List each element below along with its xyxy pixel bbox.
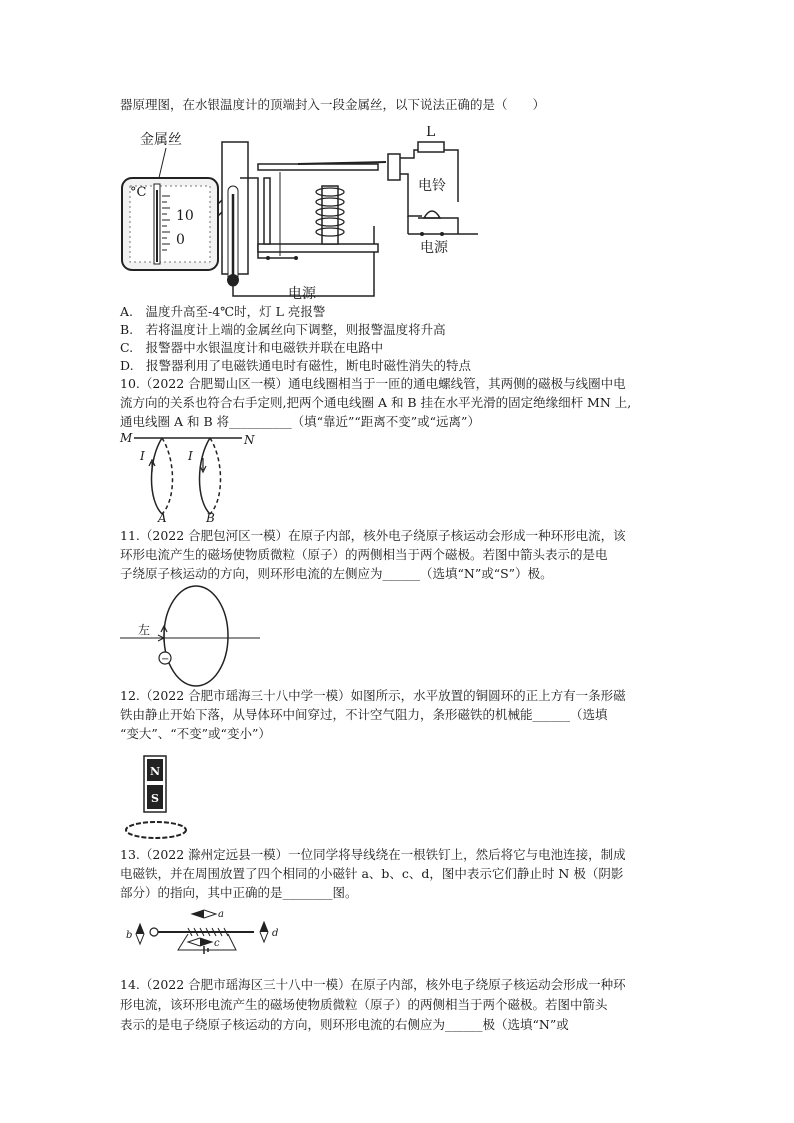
q12-line-2: 铁由静止开始下落，从导体环中间穿过，不计空气阻力，条形磁铁的机械能______（选填 — [120, 707, 608, 722]
q13-line-1: 13.（2022 滁州定远县一模）一位同学将导线绕在一根铁钉上，然后将它与电池连接，制成 — [120, 847, 626, 862]
q10-label-a: A — [158, 511, 167, 525]
q13-figure-electromagnet-compasses — [118, 904, 288, 964]
q13-label-d: d — [272, 928, 279, 939]
q10-label-b: B — [206, 511, 215, 525]
q10-label-i-b: I — [188, 449, 193, 463]
q10-label-m: M — [120, 431, 133, 445]
q11-line-1: 11.（2022 合肥包河区一模）在原子内部，核外电子绕原子核运动会形成一种环形电流，该 — [120, 528, 626, 543]
q12-label-n: N — [150, 765, 161, 778]
q9-intro: 器原理图，在水银温度计的顶端封入一段金属丝，以下说法正确的是（ ） — [120, 97, 546, 112]
q11-figure-atom-ring — [118, 584, 268, 694]
q14-line-1: 14.（2022 合肥市瑶海区三十八中一模）在原子内部，核外电子绕原子核运动会形成一种环 — [120, 977, 626, 992]
q11-line-3: 子绕原子核运动的方向，则环形电流的左侧应为______（选填“N”或“S”）极。 — [120, 566, 553, 581]
q13-label-a: a — [218, 909, 224, 920]
q12-label-s: S — [151, 792, 159, 805]
q11-label-electron: − — [161, 654, 170, 665]
q11-line-2: 环形电流产生的磁场使物质微粒（原子）的两侧相当于两个磁极。若图中箭头表示的是电 — [120, 547, 608, 562]
q9-label-power-bottom: 电源 — [288, 286, 316, 302]
q13-line-2: 电磁铁，并在周围放置了四个相同的小磁针 a、b、c、d，图中表示它们静止时 N 极（阴影 — [120, 866, 624, 881]
q9-option-a: A. 温度升高至-4℃时，灯 L 亮报警 — [120, 304, 326, 319]
q9-label-lamp: L — [426, 126, 436, 140]
q13-label-c: c — [214, 938, 220, 949]
q10-figure-coils — [118, 430, 268, 525]
q13-label-b: b — [126, 930, 133, 941]
q14-line-2: 形电流，该环形电流产生的磁场使物质微粒（原子）的两侧相当于两个磁极。若图中箭头 — [120, 997, 608, 1012]
q9-label-0: 0 — [176, 232, 185, 248]
q13-line-3: 部分）的指向，其中正确的是________图。 — [120, 885, 358, 900]
q9-label-10: 10 — [176, 208, 194, 224]
q9-option-c: C. 报警器中水银温度计和电磁铁并联在电路中 — [120, 340, 384, 355]
q12-figure-magnet-ring — [118, 752, 218, 844]
q10-line-3: 通电线圈 A 和 B 将__________（填“靠近”“距离不变”或“远离”） — [120, 414, 480, 429]
q12-line-3: “变大”、“不变”或“变小”） — [120, 726, 271, 741]
q10-label-n: N — [244, 433, 255, 447]
q9-option-b: B. 若将温度计上端的金属丝向下调整，则报警温度将升高 — [120, 322, 446, 337]
q10-label-i-a: I — [140, 449, 145, 463]
q9-option-d: D. 报警器利用了电磁铁通电时有磁性，断电时磁性消失的特点 — [120, 358, 472, 373]
q9-label-bell: 电铃 — [418, 178, 446, 194]
q9-figure-alarm-circuit — [118, 126, 488, 302]
q11-label-left: 左 — [138, 623, 151, 637]
q12-line-1: 12.（2022 合肥市瑶海三十八中学一模）如图所示，水平放置的铜圆环的正上方有一条形磁 — [120, 688, 626, 703]
q10-line-2: 流方向的关系也符合右手定则,把两个通电线圈 A 和 B 挂在水平光滑的固定绝缘细杆 MN 上, — [120, 395, 632, 410]
q9-label-celsius: °C — [130, 185, 147, 200]
q9-label-power-right: 电源 — [420, 240, 448, 256]
q14-line-3: 表示的是电子绕原子核运动的方向，则环形电流的右侧应为______极（选填“N”或 — [120, 1017, 569, 1032]
q10-line-1: 10.（2022 合肥蜀山区一模）通电线圈相当于一匝的通电螺线管，其两侧的磁极与线圈中电 — [120, 376, 626, 391]
q9-label-wire: 金属丝 — [140, 132, 182, 148]
